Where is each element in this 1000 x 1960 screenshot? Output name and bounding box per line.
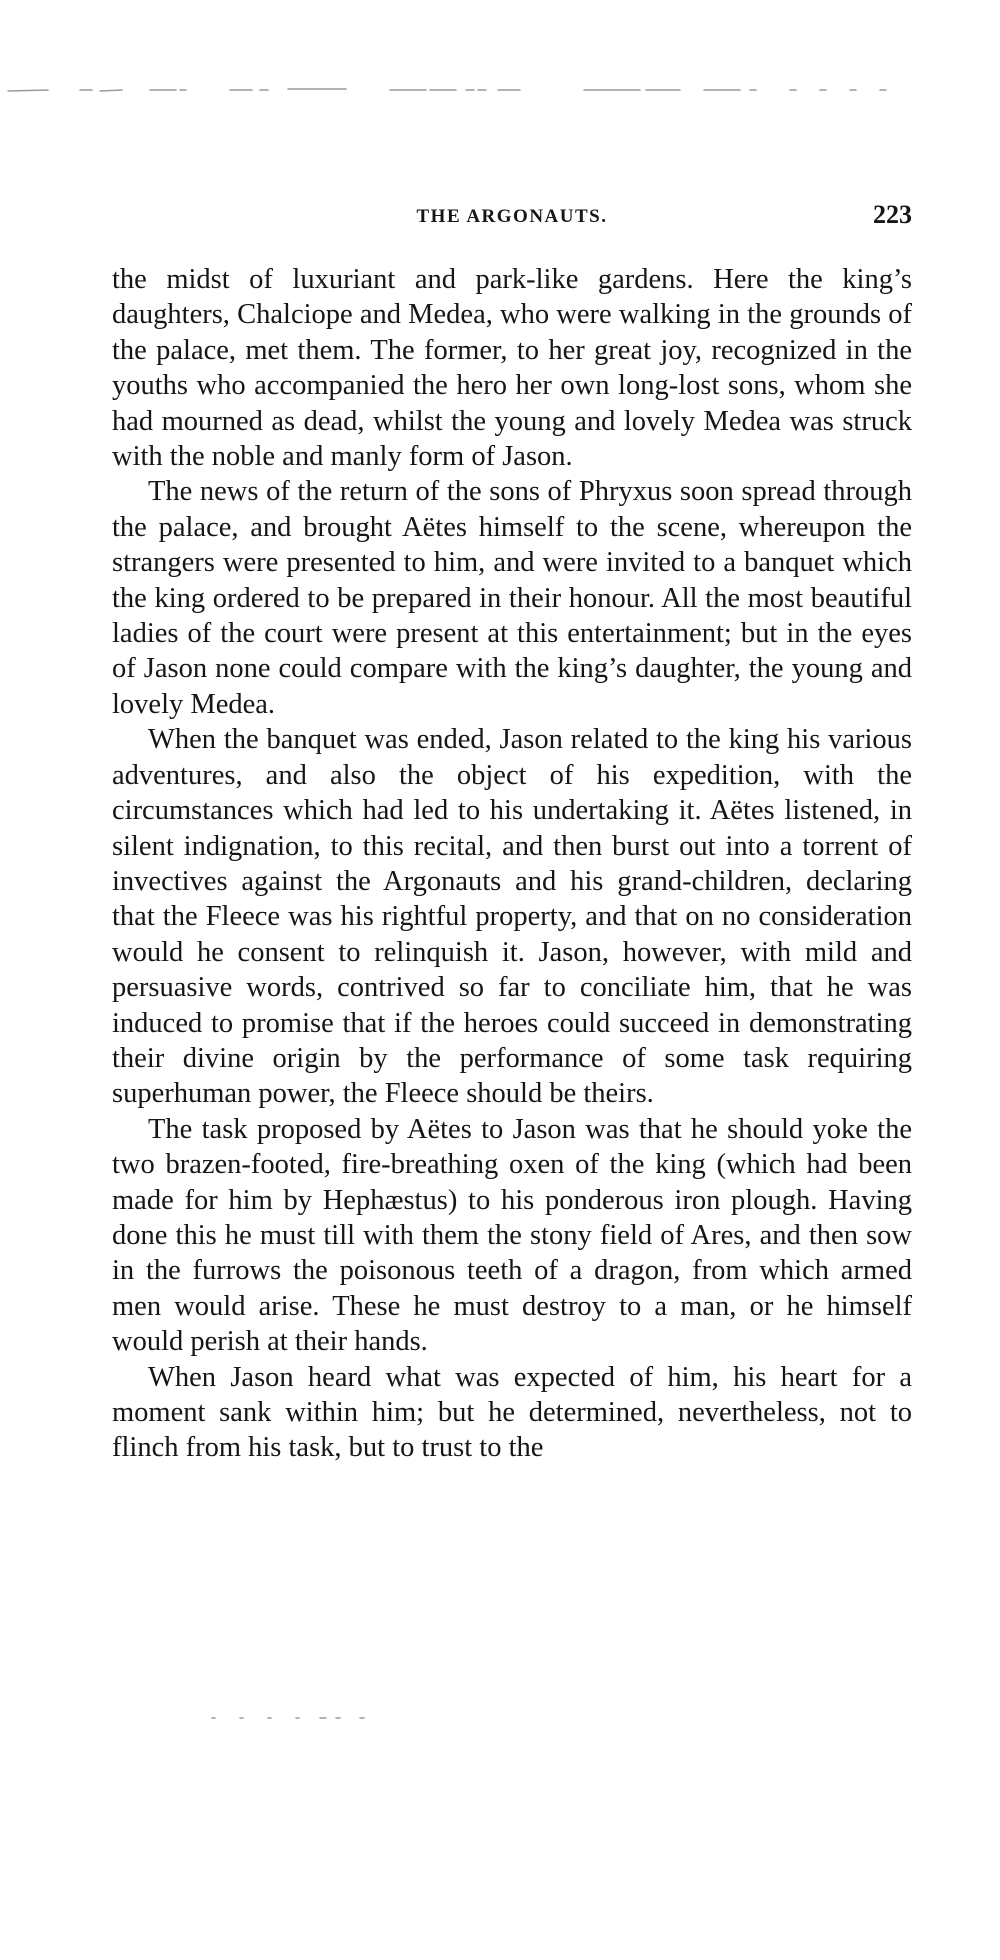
scan-artifact-bottom xyxy=(210,1715,370,1721)
page-header xyxy=(112,198,912,238)
paragraph: the midst of luxuriant and park-like gardens. Here the king’s daughters, Chalciope and Medea, who were walking in the grounds of the palace, met them. The former, to her great joy, recognized in the youths who accompanied the hero her own long-lost sons, whom she had mourned as dead, whilst the young and lovely Medea was struck with the noble and manly form of Jason. xyxy=(112,264,912,473)
running-title: THE ARGONAUTS. xyxy=(416,206,608,227)
paragraph: When the banquet was ended, Jason related to the king his various adventures, and also the object of his expedition, with the circumstances which had led to his undertaking it. Aëtes listened, in silent indignation, to this recital, and then burst out into a torrent of invectives against the Argonauts and his grand-children, declaring that the Fleece was his rightful property, and that on no consideration would he consent to relinquish it. Jason, however, with mild and persuasive words, contrived so far to conciliate him, that he was induced to promise that if the heroes could succeed in demonstrating their divine origin by the performance of some task requiring superhuman power, the Fleece should be theirs. xyxy=(112,724,912,1110)
scan-artifact-top xyxy=(0,86,900,94)
paragraph: The news of the return of the sons of Phryxus soon spread through the palace, and brought Aëtes himself to the scene, whereupon the strangers were presented to him, and were invited to a banquet which the king ordered to be prepared in their honour. All the most beautiful ladies of the court were present at this entertainment; but in the eyes of Jason none could compare with the king’s daughter, the young and lovely Medea. xyxy=(112,476,912,720)
paragraph: The task proposed by Aëtes to Jason was that he should yoke the two brazen-footed, fire-breathing oxen of the king (which had been made for him by Hephæstus) to his ponderous iron plough. Having done this he must till with them the stony field of Ares, and then sow in the furrows the poisonous teeth of a dragon, from which armed men would arise. These he must destroy to a man, or he himself would perish at their hands. xyxy=(112,1113,912,1358)
page-number: 223 xyxy=(873,200,912,229)
body-text xyxy=(112,262,912,1466)
paragraph: When Jason heard what was expected of him, his heart for a moment sank within him; but he determined, nevertheless, not to flinch from his task, but to trust to the xyxy=(112,1361,912,1464)
